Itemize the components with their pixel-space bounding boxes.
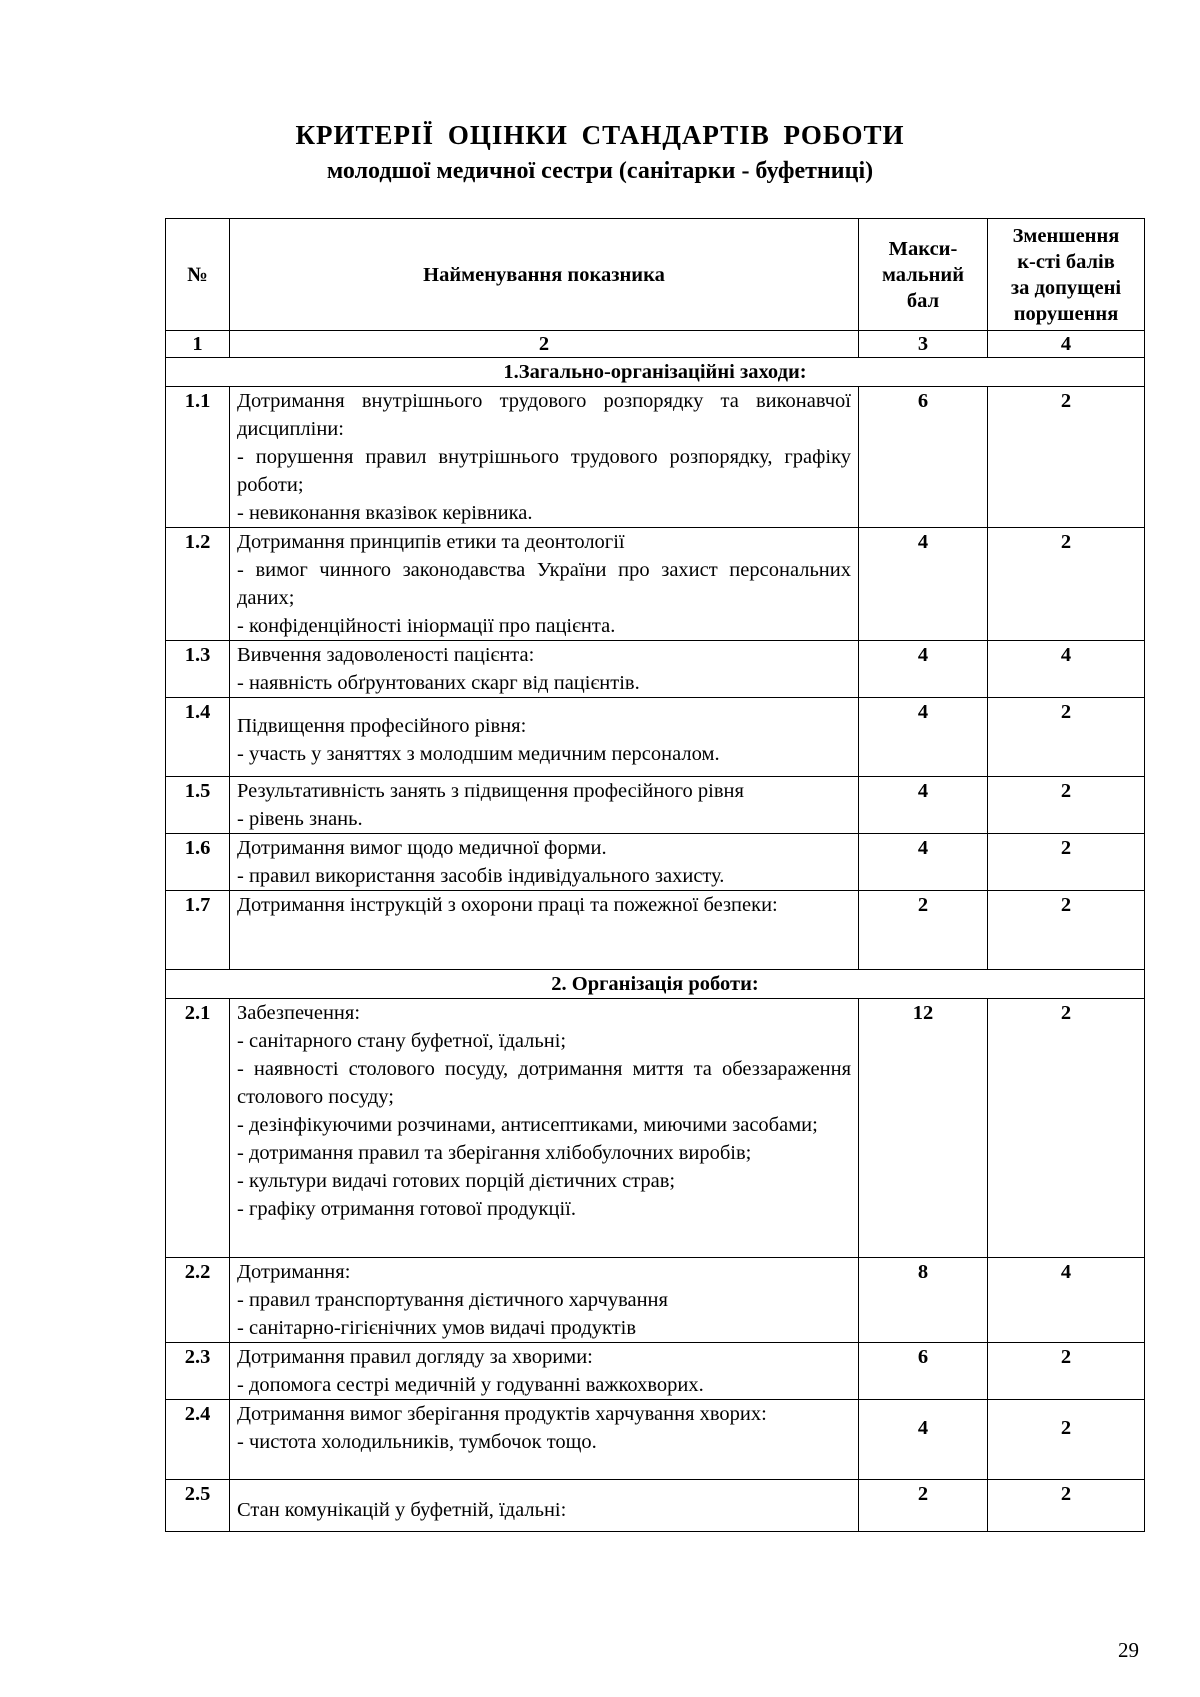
criterion-line: - рівень знань. [237, 808, 363, 830]
criterion-number: 1.3 [166, 641, 230, 698]
criterion-number: 2.1 [166, 999, 230, 1258]
header-max-line: бал [906, 289, 940, 312]
criterion-line: Дотримання правил догляду за хворими: [237, 1346, 593, 1368]
max-score: 12 [859, 999, 988, 1258]
criterion-line: - культури видачі готових порцій дієтичних страв; [237, 1170, 676, 1192]
score-reduction: 2 [988, 777, 1145, 834]
max-score: 8 [859, 1258, 988, 1343]
criterion-line: - невиконання вказівок керівника. [237, 502, 533, 524]
section-row [166, 970, 1145, 999]
criterion-number: 2.3 [166, 1343, 230, 1400]
criterion-line: Дотримання вимог щодо медичної форми. [237, 837, 607, 859]
document-subtitle: молодшої медичної сестри (санітарки - буфетниці) [326, 158, 874, 184]
section-title: 2. Організація роботи: [166, 970, 1145, 999]
criterion-line: - дотримання правил та зберігання хлібобулочних виробів; [237, 1142, 752, 1164]
max-score: 4 [859, 834, 988, 891]
header-reduce-line: порушення [1013, 302, 1119, 325]
criterion-description [230, 999, 859, 1258]
criterion-line: - правил використання засобів індивідуального захисту. [237, 865, 725, 887]
table-body [166, 358, 1145, 1532]
criterion-line: - чистота холодильників, тумбочок тощо. [237, 1431, 597, 1453]
max-score: 4 [859, 641, 988, 698]
criterion-number: 1.6 [166, 834, 230, 891]
column-index-row [166, 331, 1145, 358]
header-name: Найменування показника [230, 219, 859, 331]
header-max [859, 219, 988, 331]
table-row [166, 1400, 1145, 1480]
score-reduction: 4 [988, 641, 1145, 698]
header-reduce-line: за допущені [1010, 276, 1122, 299]
table-row [166, 1480, 1145, 1532]
criterion-description [230, 698, 859, 777]
criterion-number: 2.2 [166, 1258, 230, 1343]
max-score: 4 [859, 777, 988, 834]
column-index: 2 [230, 331, 859, 358]
criterion-description [230, 1480, 859, 1532]
table-row [166, 528, 1145, 641]
score-reduction: 2 [988, 999, 1145, 1258]
criterion-line: Дотримання: [237, 1261, 351, 1283]
criterion-line: Підвищення професійного рівня: [237, 715, 527, 737]
criterion-number: 2.4 [166, 1400, 230, 1480]
criterion-line: - правил транспортування дієтичного харчування [237, 1289, 668, 1311]
table-row [166, 834, 1145, 891]
criterion-description [230, 1258, 859, 1343]
document-title: КРИТЕРІЇ ОЦІНКИ СТАНДАРТІВ РОБОТИ [295, 120, 905, 150]
criterion-line: - порушення правил внутрішнього трудового розпорядку, графіку роботи; [237, 446, 851, 496]
criterion-line: - участь у заняттях з молодшим медичним персоналом. [237, 743, 720, 765]
column-index: 4 [988, 331, 1145, 358]
criterion-line: - санітарного стану буфетної, їдальні; [237, 1030, 567, 1052]
criterion-line: Забезпечення: [237, 1002, 361, 1024]
criterion-line: Стан комунікацій у буфетній, їдальні: [237, 1499, 567, 1521]
criterion-line: Вивчення задоволеності пацієнта: [237, 644, 535, 666]
criterion-number: 1.2 [166, 528, 230, 641]
max-score: 4 [859, 1400, 988, 1480]
criterion-number: 1.1 [166, 387, 230, 528]
table-row [166, 891, 1145, 970]
criterion-line: - вимог чинного законодавства України про захист персональних даних; [237, 559, 851, 609]
section-title: 1.Загально-організаційні заходи: [166, 358, 1145, 387]
header-max-line: Макси- [888, 237, 958, 260]
score-reduction: 2 [988, 1343, 1145, 1400]
criterion-line: - допомога сестрі медичній у годуванні важкохворих. [237, 1374, 704, 1396]
score-reduction: 2 [988, 1480, 1145, 1532]
criterion-description [230, 777, 859, 834]
criterion-description [230, 891, 859, 970]
score-reduction: 4 [988, 1258, 1145, 1343]
criterion-line: Дотримання внутрішнього трудового розпорядку та виконавчої дисципліни: [237, 390, 851, 440]
criteria-table [165, 218, 1145, 1532]
header-reduce-line: к-сті балів [1017, 250, 1115, 273]
criterion-description [230, 528, 859, 641]
score-reduction: 2 [988, 891, 1145, 970]
table-row [166, 999, 1145, 1258]
column-index: 3 [859, 331, 988, 358]
criterion-number: 1.4 [166, 698, 230, 777]
criterion-description [230, 1400, 859, 1480]
criterion-number: 1.5 [166, 777, 230, 834]
criterion-description [230, 387, 859, 528]
score-reduction: 2 [988, 1400, 1145, 1480]
header-row [166, 219, 1145, 331]
score-reduction: 2 [988, 834, 1145, 891]
max-score: 6 [859, 387, 988, 528]
criterion-description [230, 641, 859, 698]
section-row [166, 358, 1145, 387]
criterion-number: 2.5 [166, 1480, 230, 1532]
criterion-line: Результативність занять з підвищення професійного рівня [237, 780, 744, 802]
header-num: № [166, 219, 230, 331]
criterion-line: - наявність обґрунтованих скарг від пацієнтів. [237, 672, 640, 694]
table-row [166, 641, 1145, 698]
criterion-description [230, 834, 859, 891]
criterion-line: Дотримання інструкцій з охорони праці та пожежної безпеки: [237, 894, 778, 916]
score-reduction: 2 [988, 387, 1145, 528]
score-reduction: 2 [988, 698, 1145, 777]
max-score: 2 [859, 891, 988, 970]
page-number: 29 [1118, 1638, 1139, 1662]
max-score: 6 [859, 1343, 988, 1400]
table-row [166, 698, 1145, 777]
criterion-number: 1.7 [166, 891, 230, 970]
criterion-description [230, 1343, 859, 1400]
score-reduction: 2 [988, 528, 1145, 641]
criterion-line: - дезінфікуючими розчинами, антисептиками, миючими засобами; [237, 1114, 818, 1136]
criterion-line: Дотримання принципів етики та деонтології [237, 531, 625, 553]
header-max-line: мальний [881, 263, 965, 286]
table-row [166, 1343, 1145, 1400]
criterion-line: - конфіденційності ініормації про пацієнта. [237, 615, 616, 637]
criterion-line: - санітарно-гігієнічних умов видачі продуктів [237, 1317, 637, 1339]
header-reduce-line: Зменшення [1012, 224, 1120, 247]
table-row [166, 387, 1145, 528]
max-score: 4 [859, 698, 988, 777]
max-score: 4 [859, 528, 988, 641]
criterion-line: - наявності столового посуду, дотримання миття та обеззараження столового посуду; [237, 1058, 851, 1108]
max-score: 2 [859, 1480, 988, 1532]
header-reduce [988, 219, 1145, 331]
criterion-line: - графіку отримання готової продукції. [237, 1198, 577, 1220]
column-index: 1 [166, 331, 230, 358]
table-row [166, 777, 1145, 834]
criterion-line: Дотримання вимог зберігання продуктів харчування хворих: [237, 1403, 767, 1425]
table-row [166, 1258, 1145, 1343]
